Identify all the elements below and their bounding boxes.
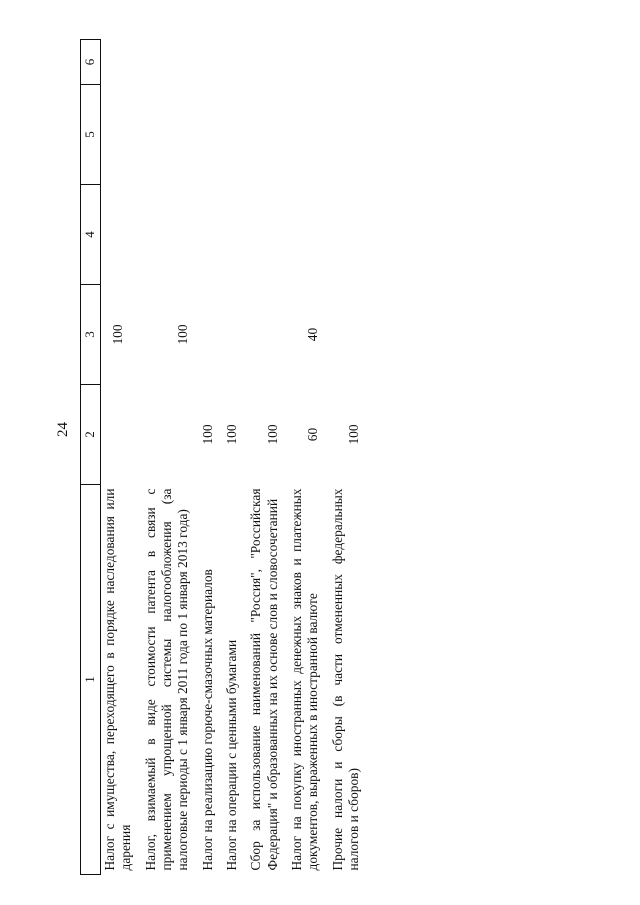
value-col-4 — [199, 185, 223, 285]
value-col-2: 100 — [223, 424, 239, 445]
column-header: 6 — [81, 40, 101, 85]
column-header: 2 — [81, 385, 101, 485]
value-col-6 — [223, 40, 247, 85]
value-col-5 — [329, 85, 370, 185]
value-col-5 — [199, 85, 223, 185]
tax-name: Сбор за использование наименований "Россия", "Российская Федерация" и образованных на их основе слов и словосочетаний — [248, 488, 280, 871]
value-col-5 — [288, 85, 329, 185]
tax-name: Налог на операции с ценными бумагами — [223, 639, 239, 871]
table-row — [329, 40, 370, 875]
value-col-4 — [247, 185, 288, 285]
tax-name: Прочие налоги и сборы (в части отмененных федеральных налогов и сборов) — [329, 488, 361, 871]
column-header: 3 — [81, 285, 101, 385]
value-col-3 — [199, 285, 223, 385]
table-row — [247, 40, 288, 875]
column-header: 4 — [81, 185, 101, 285]
value-col-4 — [142, 185, 199, 285]
table-row — [100, 40, 141, 875]
value-col-2 — [100, 385, 141, 485]
table-row — [288, 40, 329, 875]
value-col-2: 60 — [305, 427, 321, 442]
tax-name: Налог на покупку иностранных денежных знаков и платежных документов, выраженных в иностранной валюте — [288, 488, 321, 871]
value-col-3: 100 — [110, 324, 126, 345]
value-col-3: 40 — [305, 327, 321, 342]
value-col-3: 100 — [175, 324, 191, 345]
value-col-4 — [288, 185, 329, 285]
value-col-5 — [247, 85, 288, 185]
tax-name: Налог, взимаемый в виде стоимости патента в связи с применением упрощенной системы налогообложения (за налоговые периоды с 1 января 2011 года по 1 января 2013 года) — [142, 488, 191, 871]
table-row — [199, 40, 223, 875]
value-col-5 — [223, 85, 247, 185]
value-col-4 — [100, 185, 141, 285]
rotated-table-page — [80, 40, 605, 875]
tax-name: Налог с имущества, переходящего в порядке наследования или дарения — [101, 488, 134, 871]
value-col-4 — [223, 185, 247, 285]
value-col-6 — [142, 40, 199, 85]
table-header-row — [81, 40, 101, 875]
value-col-2 — [142, 385, 199, 485]
value-col-2: 100 — [345, 424, 361, 445]
value-col-5 — [100, 85, 141, 185]
tax-name: Налог на реализацию горюче-смазочных материалов — [199, 569, 215, 871]
value-col-6 — [247, 40, 288, 85]
value-col-6 — [329, 40, 370, 85]
value-col-6 — [288, 40, 329, 85]
value-col-2: 100 — [199, 424, 215, 445]
value-col-3 — [223, 285, 247, 385]
value-col-4 — [329, 185, 370, 285]
tax-distribution-table — [80, 39, 369, 875]
value-col-6 — [199, 40, 223, 85]
table-row — [223, 40, 247, 875]
value-col-5 — [142, 85, 199, 185]
value-col-6 — [100, 40, 141, 85]
column-header: 5 — [81, 85, 101, 185]
table-row — [142, 40, 199, 875]
value-col-3 — [247, 285, 288, 385]
page-number: 24 — [55, 422, 71, 437]
value-col-3 — [329, 285, 370, 385]
column-header: 1 — [81, 485, 101, 875]
value-col-2: 100 — [264, 424, 280, 445]
